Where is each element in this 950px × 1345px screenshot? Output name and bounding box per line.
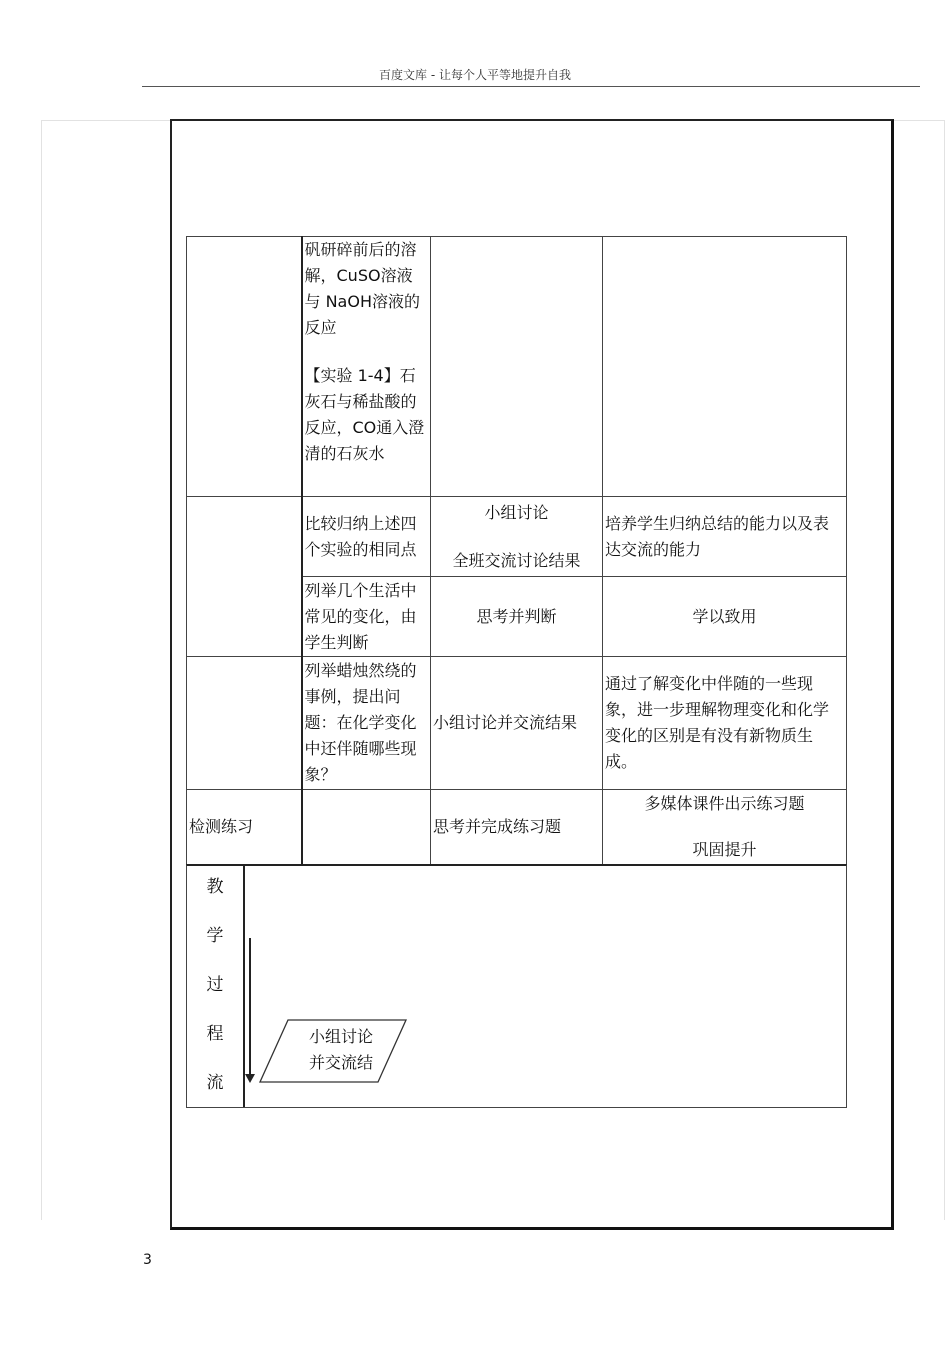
table-cell: 小组讨论并交流结果 xyxy=(431,657,603,790)
table-row xyxy=(187,237,847,497)
activity-text: 全班交流讨论结果 xyxy=(452,550,581,570)
table-cell: 比较归纳上述四个实验的相同点 xyxy=(302,497,431,577)
table-cell: 思考并判断 xyxy=(431,577,603,657)
flowchart-node-text xyxy=(286,1024,396,1076)
flow-label-char: 流 xyxy=(206,1073,224,1093)
table-cell: 列举几个生活中常见的变化，由学生判断 xyxy=(302,577,431,657)
activity-text: 小组讨论 xyxy=(484,502,549,522)
table-cell xyxy=(187,497,302,657)
header-rule xyxy=(142,86,920,87)
experiment-text: 【实验 1-4】石灰石与稀盐酸的反应，CO通入澄清的石灰水 xyxy=(304,366,425,463)
flow-label-column xyxy=(187,866,245,1107)
flow-label-char: 教 xyxy=(206,877,224,897)
activity-text: 多媒体课件出示练习题 xyxy=(644,794,805,813)
table-cell xyxy=(603,790,847,865)
table-cell: 列举蜡烛然绕的事例，提出问题：在化学变化中还伴随哪些现象？ xyxy=(302,657,431,790)
flow-arrow-line xyxy=(249,938,251,1076)
activity-text: 巩固提升 xyxy=(692,840,757,859)
table-cell xyxy=(302,790,431,865)
table-cell xyxy=(431,497,603,577)
table-row xyxy=(187,657,847,790)
flow-arrow-head xyxy=(245,1074,255,1083)
flowchart-node-line: 小组讨论 xyxy=(308,1027,373,1046)
flow-label-char: 程 xyxy=(206,1024,224,1044)
table-cell: 通过了解变化中伴随的一些现象，进一步理解物理变化和化学变化的区别是有没有新物质生成。 xyxy=(603,657,847,790)
flow-label-char: 学 xyxy=(206,926,224,946)
page-number: 3 xyxy=(143,1252,152,1268)
table-cell: 培养学生归纳总结的能力以及表达交流的能力 xyxy=(603,497,847,577)
table-cell: 检测练习 xyxy=(187,790,302,865)
margin-guide-top-left xyxy=(41,120,170,121)
table-cell xyxy=(187,237,302,497)
table-cell xyxy=(302,237,431,497)
flow-label-char: 过 xyxy=(206,975,224,995)
lesson-table xyxy=(186,236,847,865)
table-cell xyxy=(603,237,847,497)
experiment-text: 矾研碎前后的溶解，CuSO溶液与 NaOH溶液的反应 xyxy=(304,240,420,337)
margin-guide-left xyxy=(41,120,42,1220)
table-cell xyxy=(431,237,603,497)
page-header: 百度文库 - 让每个人平等地提升自我 xyxy=(379,68,571,82)
flowchart-node-line: 并交流结 xyxy=(308,1053,373,1072)
table-row xyxy=(187,497,847,577)
table-cell xyxy=(187,657,302,790)
table-row xyxy=(187,790,847,865)
table-cell: 思考并完成练习题 xyxy=(431,790,603,865)
margin-guide-top-right xyxy=(892,120,944,121)
table-cell: 学以致用 xyxy=(603,577,847,657)
margin-guide-right xyxy=(944,120,945,1220)
